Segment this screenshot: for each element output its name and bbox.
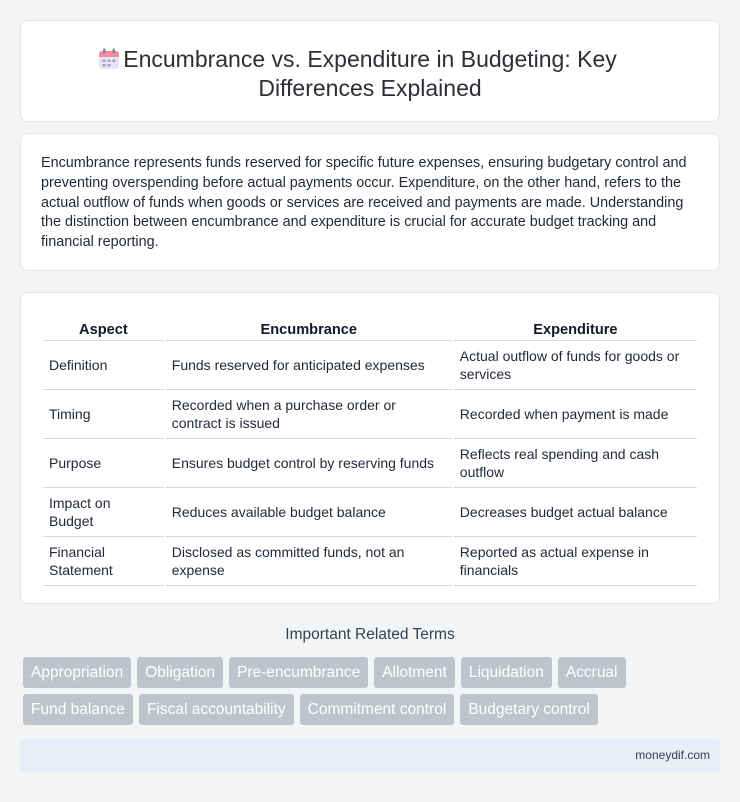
table-cell: Reported as actual expense in financials [454, 537, 697, 586]
intro-paragraph: Encumbrance represents funds reserved for specific future expenses, ensuring budgetary control and preventing overspending before actual payments occur. Expenditure, on the other hand, refers to the actual outflow of funds when goods or services are received and payments are made. Understanding the distinction between encumbrance and expenditure is crucial for accurate budget tracking and financial reporting. [41, 155, 687, 251]
table-cell: Recorded when payment is made [454, 390, 697, 439]
table-cell: Timing [43, 390, 164, 439]
tag-fund-balance[interactable]: Fund balance [23, 694, 133, 725]
table-cell: Actual outflow of funds for goods or services [454, 341, 697, 390]
table-cell: Recorded when a purchase order or contract is issued [166, 390, 452, 439]
related-terms-heading: Important Related Terms [285, 626, 455, 643]
table-cell: Purpose [43, 439, 164, 488]
header-encumbrance: Encumbrance [166, 311, 452, 341]
header-expenditure: Expenditure [454, 311, 697, 341]
table-cell: Reduces available budget balance [166, 488, 452, 537]
tag-obligation[interactable]: Obligation [137, 657, 223, 688]
table-cell: Funds reserved for anticipated expenses [166, 341, 452, 390]
table-row [43, 488, 697, 537]
tag-liquidation[interactable]: Liquidation [461, 657, 552, 688]
table-row [43, 341, 697, 390]
tag-budgetary-control[interactable]: Budgetary control [460, 694, 598, 725]
table-cell: Ensures budget control by reserving funds [166, 439, 452, 488]
tag-commitment-control[interactable]: Commitment control [300, 694, 455, 725]
intro-card [20, 133, 720, 271]
table-cell: Impact on Budget [43, 488, 164, 537]
table-cell: Decreases budget actual balance [454, 488, 697, 537]
table-header-row [43, 311, 697, 341]
table-cell: Reflects real spending and cash outflow [454, 439, 697, 488]
footer-site-link[interactable]: moneydif.com [635, 748, 710, 762]
tag-accrual[interactable]: Accrual [558, 657, 626, 688]
header-aspect: Aspect [43, 311, 164, 341]
comparison-table [41, 311, 699, 586]
table-cell: Financial Statement [43, 537, 164, 586]
related-terms-tags [23, 657, 723, 725]
tag-pre-encumbrance[interactable]: Pre-encumbrance [229, 657, 368, 688]
table-row [43, 390, 697, 439]
comparison-table-card [20, 292, 720, 604]
page-title: Encumbrance vs. Expenditure in Budgeting: Key Differences Explained [123, 46, 617, 101]
table-cell: Definition [43, 341, 164, 390]
footer [20, 739, 720, 772]
title-card [20, 20, 720, 122]
tag-allotment[interactable]: Allotment [374, 657, 455, 688]
table-row [43, 537, 697, 586]
tag-fiscal-accountability[interactable]: Fiscal accountability [139, 694, 294, 725]
table-cell: Disclosed as committed funds, not an expense [166, 537, 452, 586]
tag-appropriation[interactable]: Appropriation [23, 657, 131, 688]
table-row [43, 439, 697, 488]
